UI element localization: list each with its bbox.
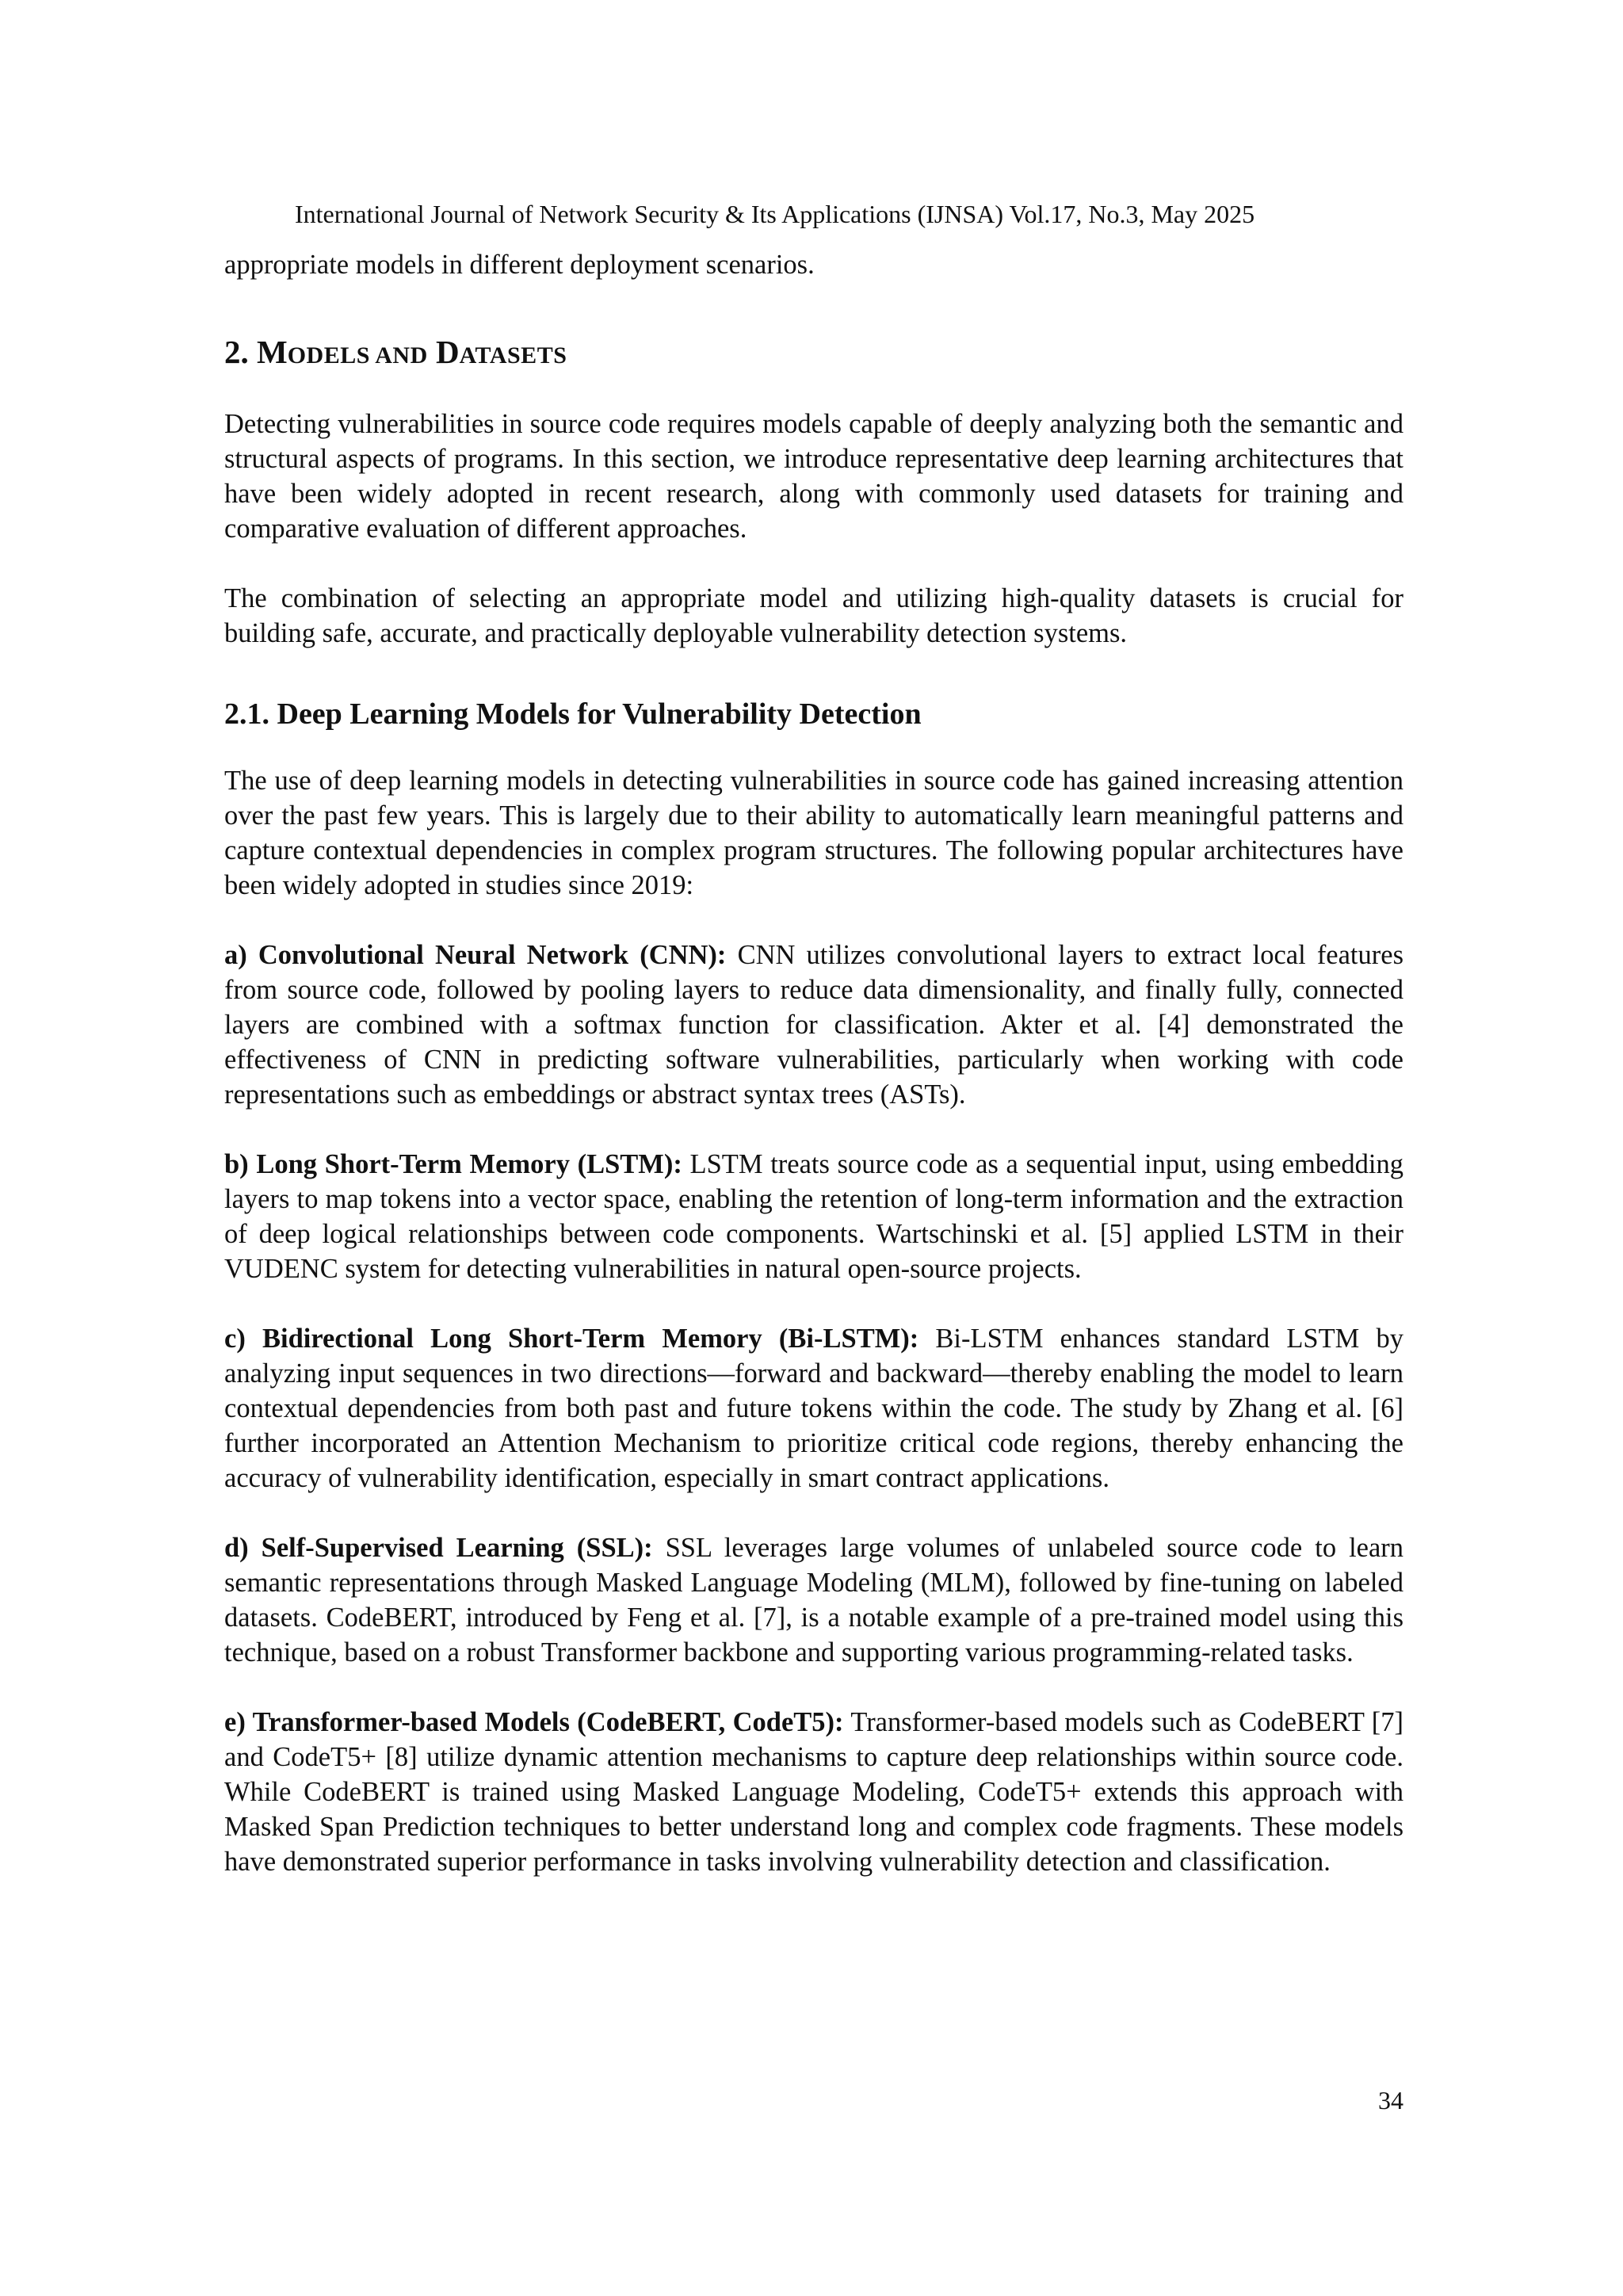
model-paragraph-cnn	[224, 938, 1403, 1112]
model-description: Transformer-based models such as CodeBERT [7] and CodeT5+ [8] utilize dynamic attention mechanisms to capture deep relationships within source code. While CodeBERT is trained using Masked Language Modeling, CodeT5+ extends this approach with Masked Span Prediction techniques to better understand long and complex code fragments. These models have demonstrated superior performance in tasks involving vulnerability detection and classification.	[224, 1707, 1403, 1877]
page-content	[224, 247, 1403, 1879]
section-title-initial-m: M	[257, 334, 288, 370]
model-paragraph-bilstm	[224, 1321, 1403, 1496]
model-term: a) Convolutional Neural Network (CNN):	[224, 940, 727, 970]
section-title-initial-d: D	[436, 334, 460, 370]
model-paragraph-lstm	[224, 1147, 1403, 1286]
section-paragraph: Detecting vulnerabilities in source code requires models capable of deeply analyzing both the semantic and structural aspects of programs. In this section, we introduce representative deep learning architectures that have been widely adopted in recent research, along with commonly used datasets for training and comparative evaluation of different approaches.	[224, 409, 1403, 544]
model-term: c) Bidirectional Long Short-Term Memory (Bi-LSTM):	[224, 1324, 919, 1354]
page-number: 34	[1378, 2086, 1403, 2115]
running-header: International Journal of Network Security & Its Applications (IJNSA) Vol.17, No.3, May 2025	[295, 200, 1255, 228]
model-term: d) Self-Supervised Learning (SSL):	[224, 1533, 653, 1563]
model-description: Bi-LSTM enhances standard LSTM by analyzing input sequences in two directions—forward and backward—thereby enabling the model to learn contextual dependencies from both past and future tokens within the code. The study by Zhang et al. [6] further incorporated an Attention Mechanism to prioritize critical code regions, thereby enhancing the accuracy of vulnerability identification, especially in smart contract applications.	[224, 1324, 1404, 1493]
section-title-smallcaps-1: ODELS AND	[287, 342, 428, 369]
section-title-smallcaps-2: ATASETS	[459, 342, 567, 369]
model-paragraph-ssl	[224, 1530, 1403, 1670]
model-description: CNN utilizes convolutional layers to extract local features from source code, followed by pooling layers to reduce data dimensionality, and finally fully, connected layers are combined with a softmax function for classification. Akter et al. [4] demonstrated the effectiveness of CNN in predicting software vulnerabilities, particularly when working with code representations such as embeddings or abstract syntax trees (ASTs).	[224, 940, 1403, 1110]
subsection-title: 2.1. Deep Learning Models for Vulnerability Detection	[224, 697, 922, 731]
model-description: LSTM treats source code as a sequential input, using embedding layers to map tokens into a vector space, enabling the retention of long-term information and the extraction of deep logical relationships between code components. Wartschinski et al. [5] applied LSTM in their VUDENC system for detecting vulnerabilities in natural open-source projects.	[224, 1149, 1403, 1284]
section-number: 2.	[224, 334, 249, 370]
model-term: e) Transformer-based Models (CodeBERT, CodeT5):	[224, 1707, 844, 1737]
section-title	[224, 331, 1403, 376]
intro-continuation: appropriate models in different deployment scenarios.	[224, 250, 815, 280]
section-paragraph: The combination of selecting an appropriate model and utilizing high-quality datasets is crucial for building safe, accurate, and practically deployable vulnerability detection systems.	[224, 583, 1403, 648]
subsection-intro: The use of deep learning models in detecting vulnerabilities in source code has gained increasing attention over the past few years. This is largely due to their ability to automatically learn meaningful patterns and capture contextual dependencies in complex program structures. The following popular architectures have been widely adopted in studies since 2019:	[224, 766, 1403, 900]
model-description: SSL leverages large volumes of unlabeled source code to learn semantic representations through Masked Language Modeling (MLM), followed by fine-tuning on labeled datasets. CodeBERT, introduced by Feng et al. [7], is a notable example of a pre-trained model using this technique, based on a robust Transformer backbone and supporting various programming-related tasks.	[224, 1533, 1404, 1668]
model-paragraph-transformer	[224, 1705, 1403, 1879]
model-term: b) Long Short-Term Memory (LSTM):	[224, 1149, 682, 1179]
